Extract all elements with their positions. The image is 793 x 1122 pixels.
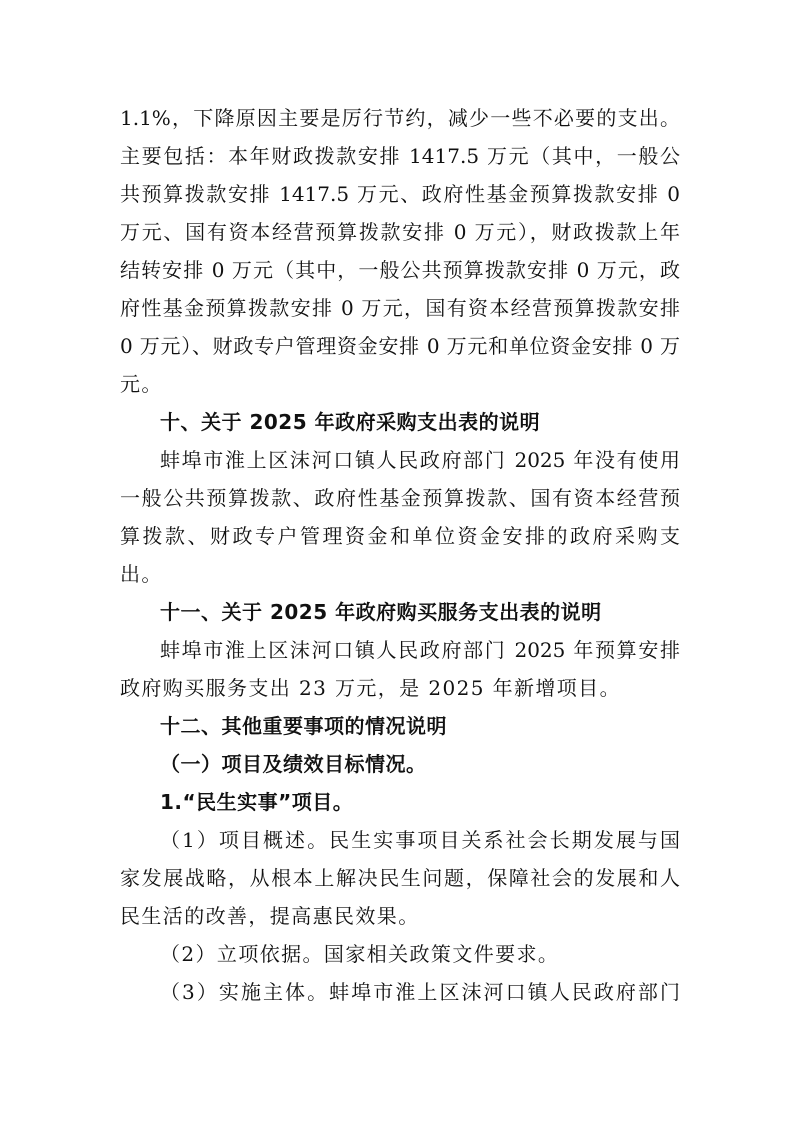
- section-12-heading: 十二、其他重要事项的情况说明: [160, 714, 447, 738]
- body-line-6: 府性基金预算拨款安排 0 万元，国有资本经营预算拨款安排: [120, 296, 680, 320]
- section-11-line-1: 蚌埠市淮上区沫河口镇人民政府部门 2025 年预算安排: [160, 638, 680, 662]
- section-11-line-2: 政府购买服务支出 23 万元，是 2025 年新增项目。: [120, 676, 621, 700]
- body-line-4: 万元、国有资本经营预算拨款安排 0 万元），财政拨款上年: [120, 220, 680, 244]
- body-line-3: 共预算拨款安排 1417.5 万元、政府性基金预算拨款安排 0: [120, 182, 680, 206]
- section-10-line-1: 蚌埠市淮上区沫河口镇人民政府部门 2025 年没有使用: [160, 448, 680, 472]
- section-12-line-4: （2）立项依据。国家相关政策文件要求。: [160, 942, 560, 966]
- body-line-5: 结转安排 0 万元（其中，一般公共预算拨款安排 0 万元，政: [120, 258, 680, 282]
- section-12-line-3: 民生活的改善，提高惠民效果。: [120, 904, 420, 928]
- section-12-line-5: （3）实施主体。蚌埠市淮上区沫河口镇人民政府部门: [160, 980, 680, 1004]
- section-12-subheading: （一）项目及绩效目标情况。: [160, 752, 427, 776]
- body-line-1: 1.1%，下降原因主要是厉行节约，减少一些不必要的支出。: [120, 106, 680, 130]
- section-10-line-2: 一般公共预算拨款、政府性基金预算拨款、国有资本经营预: [120, 486, 680, 510]
- section-10-heading: 十、关于 2025 年政府采购支出表的说明: [160, 410, 541, 434]
- section-12-line-1: （1）项目概述。民生实事项目关系社会长期发展与国: [160, 828, 680, 852]
- section-10-line-3: 算拨款、财政专户管理资金和单位资金安排的政府采购支: [120, 524, 680, 548]
- section-10-line-4: 出。: [120, 562, 163, 586]
- body-line-8: 元。: [120, 372, 163, 396]
- body-line-2: 主要包括：本年财政拨款安排 1417.5 万元（其中，一般公: [120, 144, 680, 168]
- section-11-heading: 十一、关于 2025 年政府购买服务支出表的说明: [160, 600, 602, 624]
- body-line-7: 0 万元）、财政专户管理资金安排 0 万元和单位资金安排 0 万: [120, 334, 680, 358]
- section-12-line-2: 家发展战略，从根本上解决民生问题，保障社会的发展和人: [120, 866, 680, 890]
- section-12-item-heading: 1.“民生实事”项目。: [160, 790, 354, 814]
